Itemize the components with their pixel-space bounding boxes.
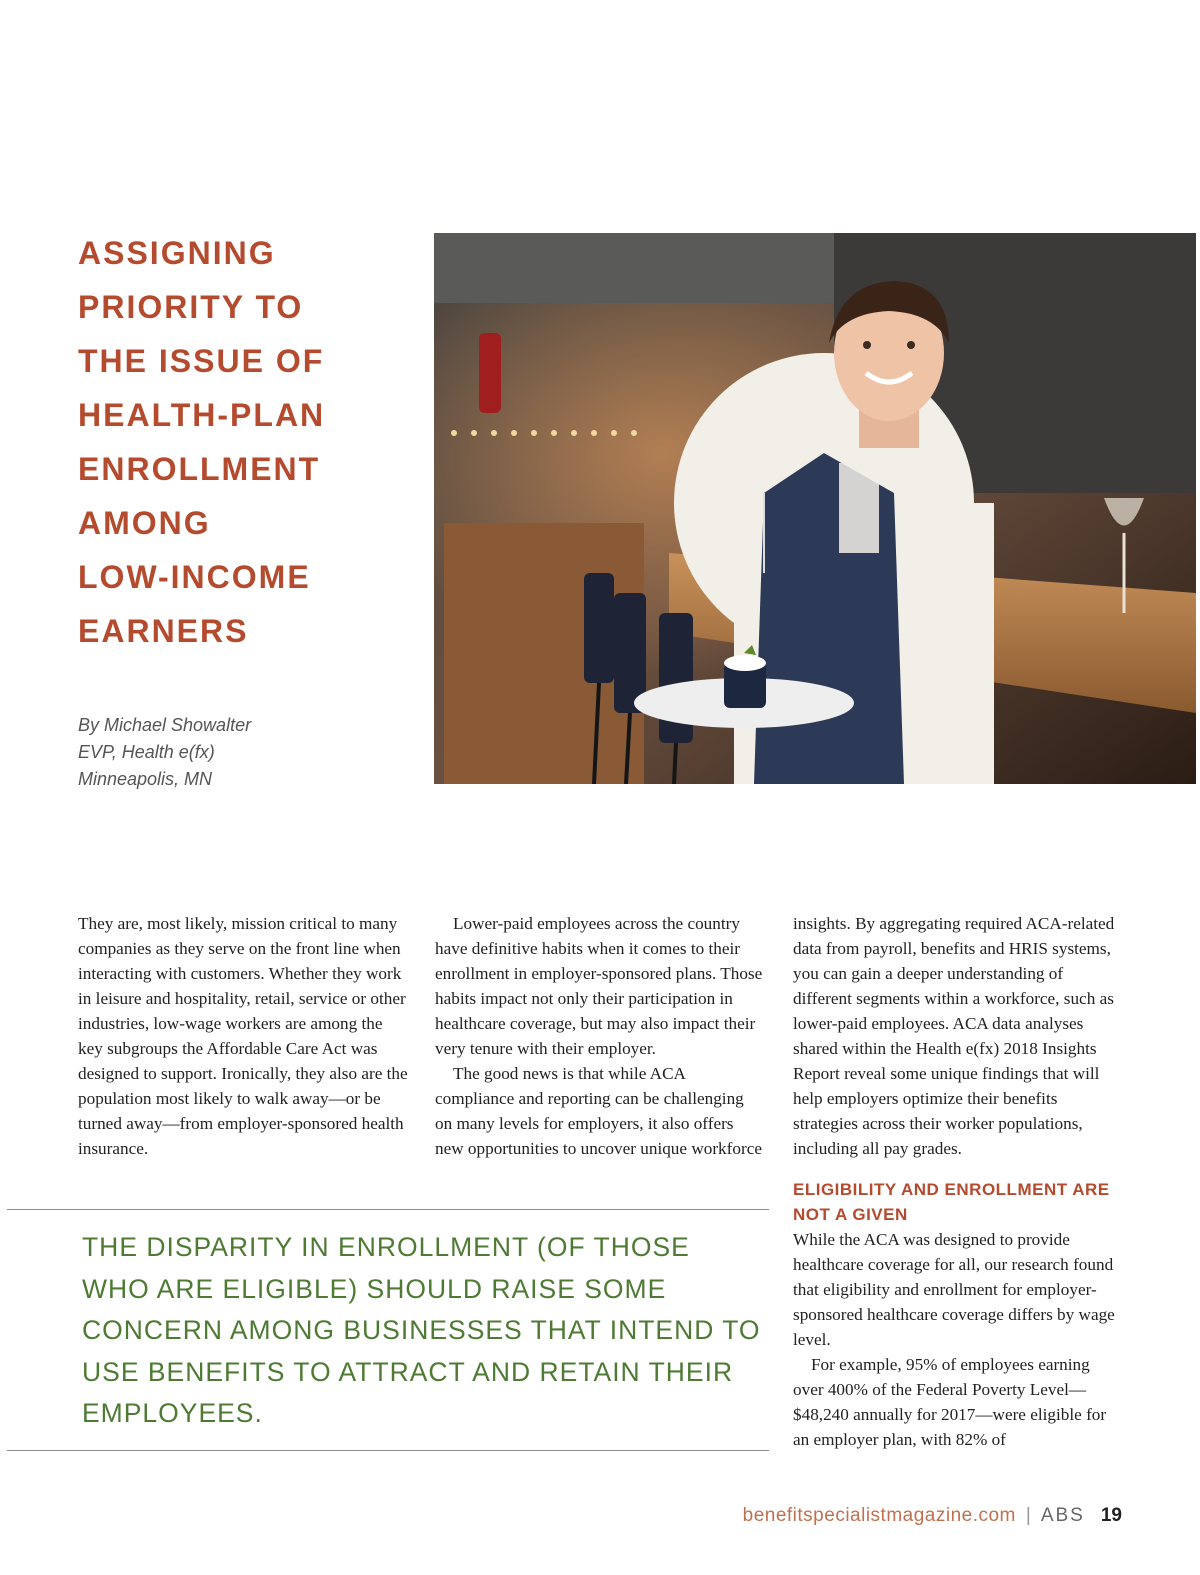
author-location: Minneapolis, MN: [78, 769, 213, 789]
body-column-1: [78, 911, 408, 1161]
body-column-2: [435, 911, 765, 1161]
pullquote-top-rule: [7, 1209, 769, 1210]
body-column-3: [793, 911, 1123, 1452]
body-paragraph: insights. By aggregating required ACA-related data from payroll, benefits and HRIS systems, you can gain a deeper understanding of different segments within a workforce, such as lower-paid employees. ACA data analyses shared within the Health e(fx) 2018 Insights Report reveal some unique findings that will help employers optimize their benefits strategies across their worker populations, including all pay grades.: [793, 914, 1115, 1158]
author-role: EVP, Health e(fx): [78, 742, 215, 762]
title-line: AMONG: [78, 505, 211, 541]
body-paragraph: Lower-paid employees across the country have definitive habits when it comes to their enrollment in employer-sponsored plans. Those habits impact not only their participation in healthcare coverage, but may also impact their very tenure with their employer.: [435, 914, 763, 1058]
title-line: ASSIGNING: [78, 235, 276, 271]
title-line: PRIORITY TO: [78, 289, 304, 325]
article-title: [78, 226, 408, 658]
pull-quote: THE DISPARITY IN ENROLLMENT (OF THOSE WHO ARE ELIGIBLE) SHOULD RAISE SOME CONCERN AMONG BUSINESSES THAT INTEND TO USE BENEFITS TO ATTRACT AND RETAIN THEIR EMPLOYEES.: [82, 1232, 761, 1428]
body-paragraph: The good news is that while ACA compliance and reporting can be challenging on many levels for employers, it also offers new opportunities to uncover unique workforce: [435, 1064, 762, 1158]
title-line: EARNERS: [78, 613, 249, 649]
title-line: HEALTH-PLAN: [78, 397, 326, 433]
page-number: 19: [1100, 1505, 1122, 1526]
title-line: ENROLLMENT: [78, 451, 321, 487]
section-subheading: ELIGIBILITY AND ENROLLMENT ARE NOT A GIVEN: [793, 1180, 1110, 1224]
footer-website-link[interactable]: benefitspecialistmagazine.com: [742, 1505, 1016, 1526]
title-line: THE ISSUE OF: [78, 343, 325, 379]
page-footer: [743, 1503, 1122, 1529]
author-byline: [78, 712, 408, 793]
body-paragraph: They are, most likely, mission critical to many companies as they serve on the front line when interacting with customers. Whether they work in leisure and hospitality, retail, service or other industries, low-wage workers are among the key subgroups the Affordable Care Act was designed to support. Ironically, they also are the population most likely to walk away—or be turned away—from employer-sponsored health insurance.: [78, 914, 408, 1158]
pullquote-bottom-rule: [7, 1450, 769, 1451]
footer-separator: |: [1025, 1505, 1031, 1526]
restaurant-scene-illustration: [434, 233, 1196, 784]
title-line: LOW-INCOME: [78, 559, 311, 595]
waitress-photo: [434, 233, 1196, 784]
author-name: By Michael Showalter: [78, 715, 252, 735]
body-paragraph: For example, 95% of employees earning over 400% of the Federal Poverty Level—$48,240 annually for 2017—were eligible for an employer plan, with 82% of: [793, 1355, 1107, 1449]
body-paragraph: While the ACA was designed to provide healthcare coverage for all, our research found that eligibility and enrollment for employer-sponsored healthcare coverage differs by wage level.: [793, 1230, 1115, 1349]
footer-magazine-name: ABS: [1040, 1505, 1085, 1526]
